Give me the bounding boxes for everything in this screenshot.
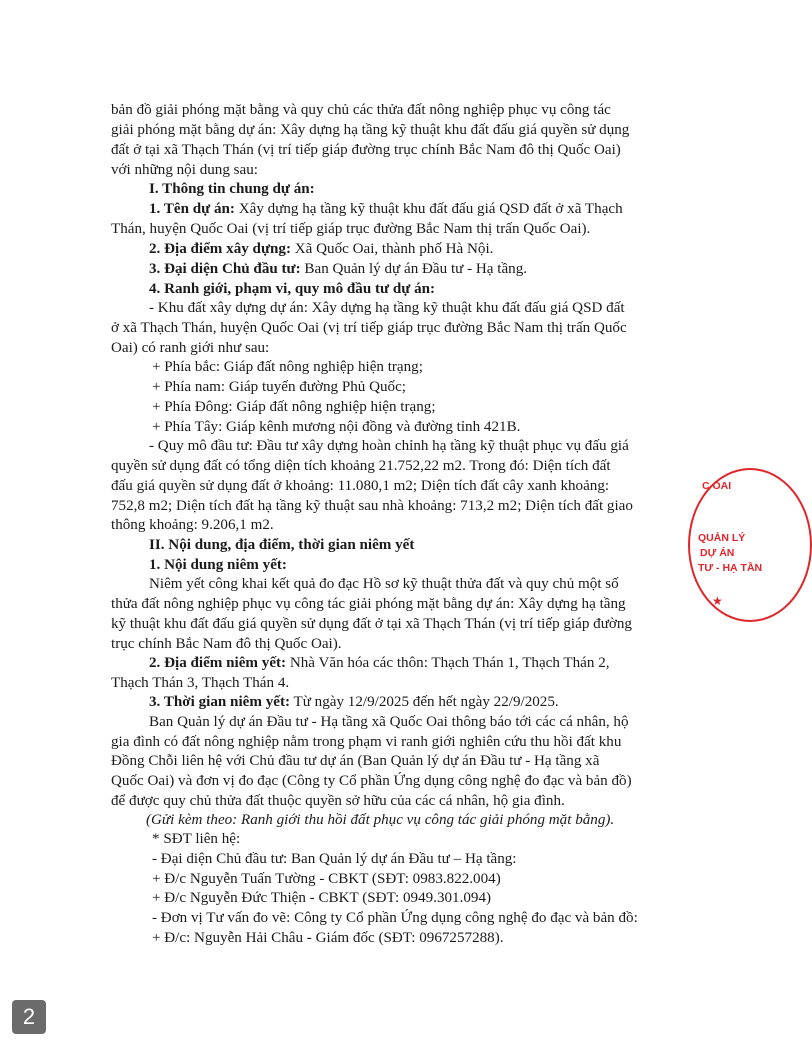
item2 <box>149 239 493 259</box>
content-line: thửa đất nông nghiệp phục vụ công tác giải phóng mặt bằng dự án: Xây dựng hạ tầng <box>111 596 626 612</box>
item2-text: Xã Quốc Oai, thành phố Hà Nội. <box>290 241 494 257</box>
notice-line: Quốc Oai) và đơn vị đo đạc (Công ty Cổ phần Ứng dụng công nghệ đo đạc và bản đồ) <box>111 773 632 789</box>
stamp-text: C OAI <box>702 480 732 492</box>
contact-line: + Đ/c Nguyễn Tuấn Tường - CBKT (SĐT: 0983.822.004) <box>152 871 501 887</box>
sub2-label: 2. Địa điểm niêm yết: <box>149 655 287 671</box>
scale-line: thông khoảng: 9.206,1 m2. <box>111 517 274 533</box>
notice-line: Ban Quản lý dự án Đầu tư - Hạ tầng xã Quốc Oai thông báo tới các cá nhân, hộ <box>149 714 629 730</box>
intro-line: giải phóng mặt bằng dự án: Xây dựng hạ tầng kỹ thuật khu đất đấu giá quyền sử dụng <box>111 122 630 138</box>
item2-label: 2. Địa điểm xây dựng: <box>149 241 291 257</box>
intro-line: bản đồ giải phóng mặt bằng và quy chủ các thửa đất nông nghiệp phục vụ công tác <box>111 102 611 118</box>
sub2-text: Nhà Văn hóa các thôn: Thạch Thán 1, Thạch Thán 2, <box>286 655 610 671</box>
intro-line: đất ở tại xã Thạch Thán (vị trí tiếp giáp đường trục chính Bắc Nam đô thị Quốc Oai) <box>111 142 621 158</box>
scale-line: - Quy mô đầu tư: Đầu tư xây dựng hoàn chỉnh hạ tầng kỹ thuật phục vụ đấu giá <box>149 438 629 454</box>
boundary-west: + Phía Tây: Giáp kênh mương nội đồng và đường tỉnh 421B. <box>152 419 521 435</box>
notice-line: Đồng Chỗi liên hệ với Chủ đầu tư dự án (Ban Quản lý dự án Đầu tư - Hạ tầng xã <box>111 753 600 769</box>
item4-label: 4. Ranh giới, phạm vi, quy mô đầu tư dự án: <box>149 281 436 297</box>
intro-line: với những nội dung sau: <box>111 162 258 178</box>
item1-text: Xây dựng hạ tầng kỹ thuật khu đất đấu giá QSD đất ở xã Thạch <box>234 201 623 217</box>
notice-line: để được quy chủ thửa đất thuộc quyền sở hữu của các cá nhân, hộ gia đình. <box>111 793 565 809</box>
boundary-intro-line: - Khu đất xây dựng dự án: Xây dựng hạ tầng kỹ thuật khu đất đấu giá QSD đất <box>149 300 625 316</box>
sub3-label: 3. Thời gian niêm yết: <box>149 694 290 710</box>
contact-line: - Đơn vị Tư vấn đo vẽ: Công ty Cổ phần Ứng dụng công nghệ đo đạc và bản đồ: <box>152 910 638 926</box>
sub2 <box>149 653 610 673</box>
boundary-intro-line: ở xã Thạch Thán, huyện Quốc Oai (vị trí tiếp giáp trục đường Bắc Nam thị trấn Quốc <box>111 320 627 336</box>
section2-heading: II. Nội dung, địa điểm, thời gian niêm yết <box>149 537 415 553</box>
attachment-note: (Gửi kèm theo: Ranh giới thu hồi đất phục vụ công tác giải phóng mặt bằng). <box>146 812 615 828</box>
contact-line: * SĐT liên hệ: <box>152 831 241 847</box>
item1 <box>149 199 623 219</box>
stamp-text: QUẢN LÝ <box>698 532 746 544</box>
contact-line: + Đ/c: Nguyễn Hải Châu - Giám đốc (SĐT: 0967257288). <box>152 930 504 946</box>
contact-line: + Đ/c Nguyễn Đức Thiện - CBKT (SĐT: 0949.301.094) <box>152 890 492 906</box>
content-line: Niêm yết công khai kết quả đo đạc Hồ sơ kỹ thuật thửa đất và quy chủ một số <box>149 576 619 592</box>
content-line: trục chính Bắc Nam đô thị Quốc Oai). <box>111 636 342 652</box>
scale-line: 752,8 m2; Diện tích đất hạ tầng kỹ thuật sau nhà khoảng: 713,2 m2; Diện tích đất giao <box>111 498 633 514</box>
scale-line: đấu giá quyền sử dụng đất ở khoảng: 11.080,1 m2; Diện tích đất cây xanh khoảng: <box>111 478 610 494</box>
sub1-heading: 1. Nội dung niêm yết: <box>149 557 287 573</box>
sub3 <box>149 692 559 712</box>
contact-line: - Đại diện Chủ đầu tư: Ban Quản lý dự án Đầu tư – Hạ tầng: <box>152 851 517 867</box>
item1-cont: Thán, huyện Quốc Oai (vị trí tiếp giáp trục đường Bắc Nam thị trấn Quốc Oai). <box>111 221 591 237</box>
star-icon: ★ <box>712 594 723 608</box>
item3-text: Ban Quản lý dự án Đầu tư - Hạ tầng. <box>300 261 528 277</box>
boundary-north: + Phía bắc: Giáp đất nông nghiệp hiện trạng; <box>152 359 423 375</box>
section1-heading: I. Thông tin chung dự án: <box>149 181 315 197</box>
sub3-text: Từ ngày 12/9/2025 đến hết ngày 22/9/2025. <box>290 694 559 710</box>
notice-line: gia đình có đất nông nghiệp nằm trong phạm vi ranh giới nghiên cứu thu hồi đất khu <box>111 734 622 750</box>
stamp-text: DỰ ÁN <box>700 547 735 559</box>
boundary-intro-line: Oai) có ranh giới như sau: <box>111 340 270 356</box>
stamp-text: TƯ - HẠ TẦN <box>698 562 763 574</box>
item3 <box>149 259 527 279</box>
red-seal-stamp <box>688 468 812 622</box>
boundary-east: + Phía Đông: Giáp đất nông nghiệp hiện trạng; <box>152 399 436 415</box>
boundary-south: + Phía nam: Giáp tuyến đường Phủ Quốc; <box>152 379 406 395</box>
content-line: kỹ thuật khu đất đấu giá quyền sử dụng đất ở tại xã Thạch Thán (vị trí tiếp giáp đường <box>111 616 632 632</box>
page-number-badge: 2 <box>12 1000 46 1034</box>
scale-line: quyền sử dụng đất có tổng diện tích khoảng 21.752,22 m2. Trong đó: Diện tích đất <box>111 458 611 474</box>
item3-label: 3. Đại diện Chủ đầu tư: <box>149 261 301 277</box>
item1-label: 1. Tên dự án: <box>149 201 235 217</box>
sub2-cont: Thạch Thán 3, Thạch Thán 4. <box>111 675 290 691</box>
